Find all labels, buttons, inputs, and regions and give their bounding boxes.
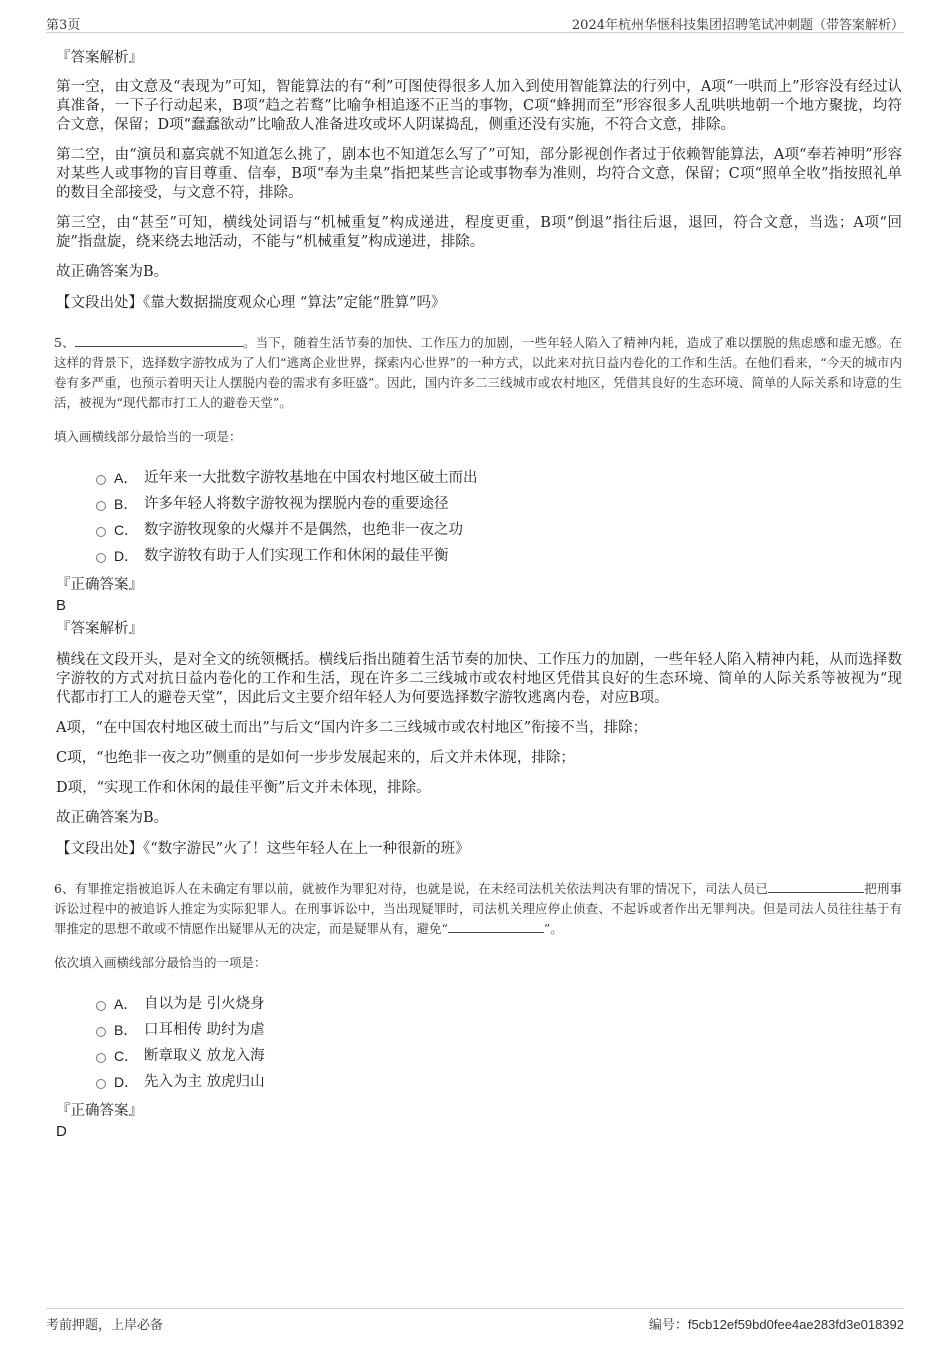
q4-source: 【文段出处】《靠大数据揣度观众心理 “算法”定能“胜算”吗》 bbox=[56, 295, 446, 311]
q5-option-d[interactable] bbox=[96, 543, 902, 569]
option-letter: B． bbox=[114, 496, 138, 512]
q6-option-b[interactable] bbox=[96, 1017, 902, 1043]
q5-number: 5、 bbox=[54, 335, 75, 350]
q5-answer-tag: 『正确答案』 bbox=[56, 577, 143, 593]
q5-analysis-paragraph: A项，“在中国农村地区破土而出”与后文“国内许多二三线城市或农村地区”衔接不当，排除； bbox=[56, 720, 648, 736]
q5-analysis-paragraph: D项，“实现工作和休闲的最佳平衡”后文并未体现，排除。 bbox=[56, 780, 431, 796]
q6-option-a[interactable] bbox=[96, 991, 902, 1017]
option-letter: D． bbox=[114, 548, 139, 564]
q5-question bbox=[54, 333, 902, 413]
option-letter: C． bbox=[114, 522, 139, 538]
q5-option-c[interactable] bbox=[96, 517, 902, 543]
footer-slogan: 考前押题，上岸必备 bbox=[46, 1318, 164, 1333]
q5-prompt: 填入画横线部分最恰当的一项是： bbox=[54, 429, 242, 444]
document-code: 编号：f5cb12ef59bd0fee4ae283fd3e018392 bbox=[648, 1317, 904, 1332]
q4-analysis-tag: 『答案解析』 bbox=[56, 50, 143, 66]
radio-icon[interactable] bbox=[96, 1053, 106, 1063]
q6-prompt: 依次填入画横线部分最恰当的一项是： bbox=[54, 955, 267, 970]
option-letter: A． bbox=[114, 470, 138, 486]
radio-icon[interactable] bbox=[96, 553, 106, 563]
q6-text-1: 有罪推定指被追诉人在未确定有罪以前，就被作为罪犯对待，也就是说，在未经司法机关依法判决有罪的情况下，司法人员已 bbox=[74, 881, 769, 896]
q5-option-b[interactable] bbox=[96, 491, 902, 517]
option-text: 数字游牧有助于人们实现工作和休闲的最佳平衡 bbox=[144, 548, 449, 564]
option-text: 近年来一大批数字游牧基地在中国农村地区破土而出 bbox=[144, 470, 478, 486]
option-text: 自以为是 引火烧身 bbox=[144, 996, 265, 1012]
q6-answer: D bbox=[56, 1123, 67, 1140]
q5-analysis-paragraph: C项，“也绝非一夜之功”侧重的是如何一步步发展起来的，后文并未体现，排除； bbox=[56, 750, 575, 766]
q5-source: 【文段出处】《“数字游民”火了！这些年轻人在上一种很新的班》 bbox=[56, 841, 470, 857]
q5-answer: B bbox=[56, 597, 67, 614]
q6-blank-1 bbox=[768, 879, 864, 893]
option-text: 数字游牧现象的火爆并不是偶然，也绝非一夜之功 bbox=[144, 522, 463, 538]
q6-options bbox=[96, 991, 902, 1095]
q4-analysis-paragraph: 第一空，由文意及“表现为”可知，智能算法的有“利”可图使得很多人加入到使用智能算法的行列中，A项“一哄而上”形容没有经过认真准备，一下子行动起来，B项“趋之若鹜”比喻争相追逐不正当的事物，C项“蜂拥而至”形容很多人乱哄哄地朝一个地方聚拢，均符合文意，保留；D项“蠢蠢欲动”比喻敌人准备进攻或坏人阴谋捣乱，侧重还没有实施，不符合文意，排除。 bbox=[56, 79, 902, 133]
q4-conclusion: 故正确答案为B。 bbox=[56, 264, 169, 280]
q6-text-2: 把刑事诉讼过程中的被追诉人推定为实际犯罪人。在刑事诉讼中，当出现疑罪时，司法机关理应停止侦查、不起诉或者作出无罪判决。但是司法人员往往基于有罪推定的思想不敢或不情愿作出疑罪从无的决定，而是疑罪从有，避免“ bbox=[54, 881, 902, 936]
q5-analysis-tag: 『答案解析』 bbox=[56, 621, 143, 637]
option-text: 断章取义 放龙入海 bbox=[144, 1048, 265, 1064]
radio-icon[interactable] bbox=[96, 1079, 106, 1089]
document-body bbox=[56, 42, 902, 1145]
q4-analysis-paragraph: 第二空，由“演员和嘉宾就不知道怎么挑了，剧本也不知道怎么写了”可知，部分影视创作者过于依赖智能算法，A项“奉若神明”形容对某些人或事物的盲目尊重、信奉，B项“奉为圭臬”指把某些言论或事物奉为准则，均符合文意，保留；C项“照单全收”指按照礼单的数目全部接受，与文意不符，排除。 bbox=[56, 147, 902, 201]
q4-analysis-paragraph: 第三空，由“甚至”可知，横线处词语与“机械重复”构成递进，程度更重，B项“倒退”指往后退，退回，符合文意，当选；A项“回旋”指盘旋，绕来绕去地活动，不能与“机械重复”构成递进，排除。 bbox=[56, 215, 902, 250]
q6-question bbox=[54, 879, 902, 939]
page-footer bbox=[46, 1308, 904, 1339]
radio-icon[interactable] bbox=[96, 475, 106, 485]
option-letter: A． bbox=[114, 996, 138, 1012]
document-title: 2024年杭州华惬科技集团招聘笔试冲刺题（带答案解析） bbox=[571, 18, 904, 33]
q5-blank bbox=[75, 333, 243, 347]
q6-blank-2 bbox=[448, 919, 544, 933]
radio-icon[interactable] bbox=[96, 1027, 106, 1037]
option-letter: B． bbox=[114, 1022, 138, 1038]
q5-option-a[interactable] bbox=[96, 465, 902, 491]
q5-text: 。当下，随着生活节奏的加快、工作压力的加剧，一些年轻人陷入了精神内耗，造成了难以摆脱的焦虑感和虚无感。在这样的背景下，选择数字游牧成为了人们“逃离企业世界，探索内心世界”的一种方式，以此来对抗日益内卷化的工作和生活。在他们看来，“今天的城市内卷有多严重，也预示着明天让人摆脱内卷的需求有多旺盛”。因此，国内许多二三线城市或农村地区，凭借其良好的生态环境、简单的人际关系和诗意的生活，被视为“现代都市打工人的避卷天堂”。 bbox=[54, 335, 902, 410]
q6-option-d[interactable] bbox=[96, 1069, 902, 1095]
page-header bbox=[46, 14, 904, 33]
radio-icon[interactable] bbox=[96, 501, 106, 511]
option-text: 口耳相传 助纣为虐 bbox=[144, 1022, 265, 1038]
option-letter: D． bbox=[114, 1074, 139, 1090]
q5-options bbox=[96, 465, 902, 569]
option-text: 先入为主 放虎归山 bbox=[144, 1074, 265, 1090]
option-text: 许多年轻人将数字游牧视为摆脱内卷的重要途径 bbox=[144, 496, 449, 512]
q6-answer-tag: 『正确答案』 bbox=[56, 1103, 143, 1119]
q5-analysis-paragraph: 横线在文段开头，是对全文的统领概括。横线后指出随着生活节奏的加快、工作压力的加剧，一些年轻人陷入精神内耗，从而选择数字游牧的方式对抗日益内卷化的工作和生活，现在许多二三线城市或农村地区凭借其良好的生态环境、简单的人际关系等被视为“现代都市打工人的避卷天堂”，因此后文主要介绍年轻人为何要选择数字游牧逃离内卷，对应B项。 bbox=[56, 652, 902, 706]
radio-icon[interactable] bbox=[96, 527, 106, 537]
q6-option-c[interactable] bbox=[96, 1043, 902, 1069]
q6-text-3: ”。 bbox=[543, 921, 563, 936]
option-letter: C． bbox=[114, 1048, 139, 1064]
q6-number: 6、 bbox=[54, 881, 75, 896]
radio-icon[interactable] bbox=[96, 1001, 106, 1011]
q5-conclusion: 故正确答案为B。 bbox=[56, 810, 169, 826]
page-number: 第3页 bbox=[46, 18, 81, 33]
